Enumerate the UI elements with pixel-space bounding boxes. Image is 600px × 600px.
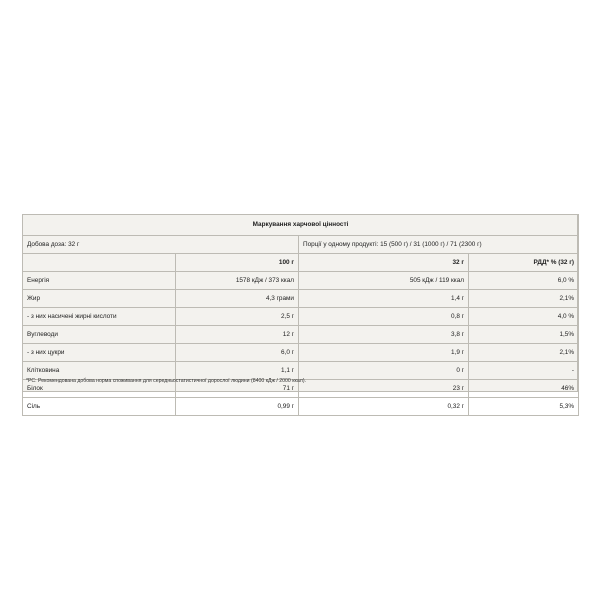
row-per32: 1,9 г [299, 344, 469, 362]
title-row [23, 215, 579, 236]
row-label: Сіль [23, 398, 176, 416]
row-label: Білок [23, 380, 176, 398]
row-per32: 0,8 г [299, 308, 469, 326]
table-row [23, 344, 579, 362]
table-title: Маркування харчової цінності [23, 215, 579, 236]
row-label: Енергія [23, 272, 176, 290]
footnote: *РС: Рекомендована добова норма споживання для середньостатистичної дорослої людини (8400 кДж / 2000 ккал). [26, 378, 306, 384]
table-row [23, 290, 579, 308]
row-per32: 505 кДж / 119 ккал [299, 272, 469, 290]
row-label: - з них насичені жирні кислоти [23, 308, 176, 326]
row-per100: 2,5 г [176, 308, 299, 326]
portions-info: Порції у одному продукті: 15 (500 г) / 31 (1000 г) / 71 (2300 г) [299, 236, 579, 254]
header-empty [23, 254, 176, 272]
row-per32: 3,8 г [299, 326, 469, 344]
row-rda: 6,0 % [469, 272, 579, 290]
row-label: Вуглеводи [23, 326, 176, 344]
table-row [23, 308, 579, 326]
row-rda: 4,0 % [469, 308, 579, 326]
table-row [23, 326, 579, 344]
table-row [23, 362, 579, 380]
table-row [23, 272, 579, 290]
row-per100: 12 г [176, 326, 299, 344]
row-label: Жир [23, 290, 176, 308]
row-per100: 0,99 г [176, 398, 299, 416]
table-row [23, 398, 579, 416]
row-rda: - [469, 362, 579, 380]
row-rda: 2,1% [469, 290, 579, 308]
row-rda: 2,1% [469, 344, 579, 362]
header-per32: 32 г [299, 254, 469, 272]
row-label: Клітковина [23, 362, 176, 380]
row-per32: 1,4 г [299, 290, 469, 308]
header-rda: РДД* % (32 г) [469, 254, 579, 272]
row-per32: 23 г [299, 380, 469, 398]
info-row [23, 236, 579, 254]
row-per32: 0 г [299, 362, 469, 380]
row-per100: 71 г [176, 380, 299, 398]
row-rda: 46% [469, 380, 579, 398]
row-label: - з них цукри [23, 344, 176, 362]
daily-dose: Добова доза: 32 г [23, 236, 299, 254]
header-per100: 100 г [176, 254, 299, 272]
row-rda: 5,3% [469, 398, 579, 416]
row-per100: 1578 кДж / 373 ккал [176, 272, 299, 290]
nutrition-table [22, 214, 579, 416]
row-rda: 1,5% [469, 326, 579, 344]
row-per100: 4,3 грами [176, 290, 299, 308]
header-row [23, 254, 579, 272]
row-per100: 6,0 г [176, 344, 299, 362]
row-per100: 1,1 г [176, 362, 299, 380]
row-per32: 0,32 г [299, 398, 469, 416]
